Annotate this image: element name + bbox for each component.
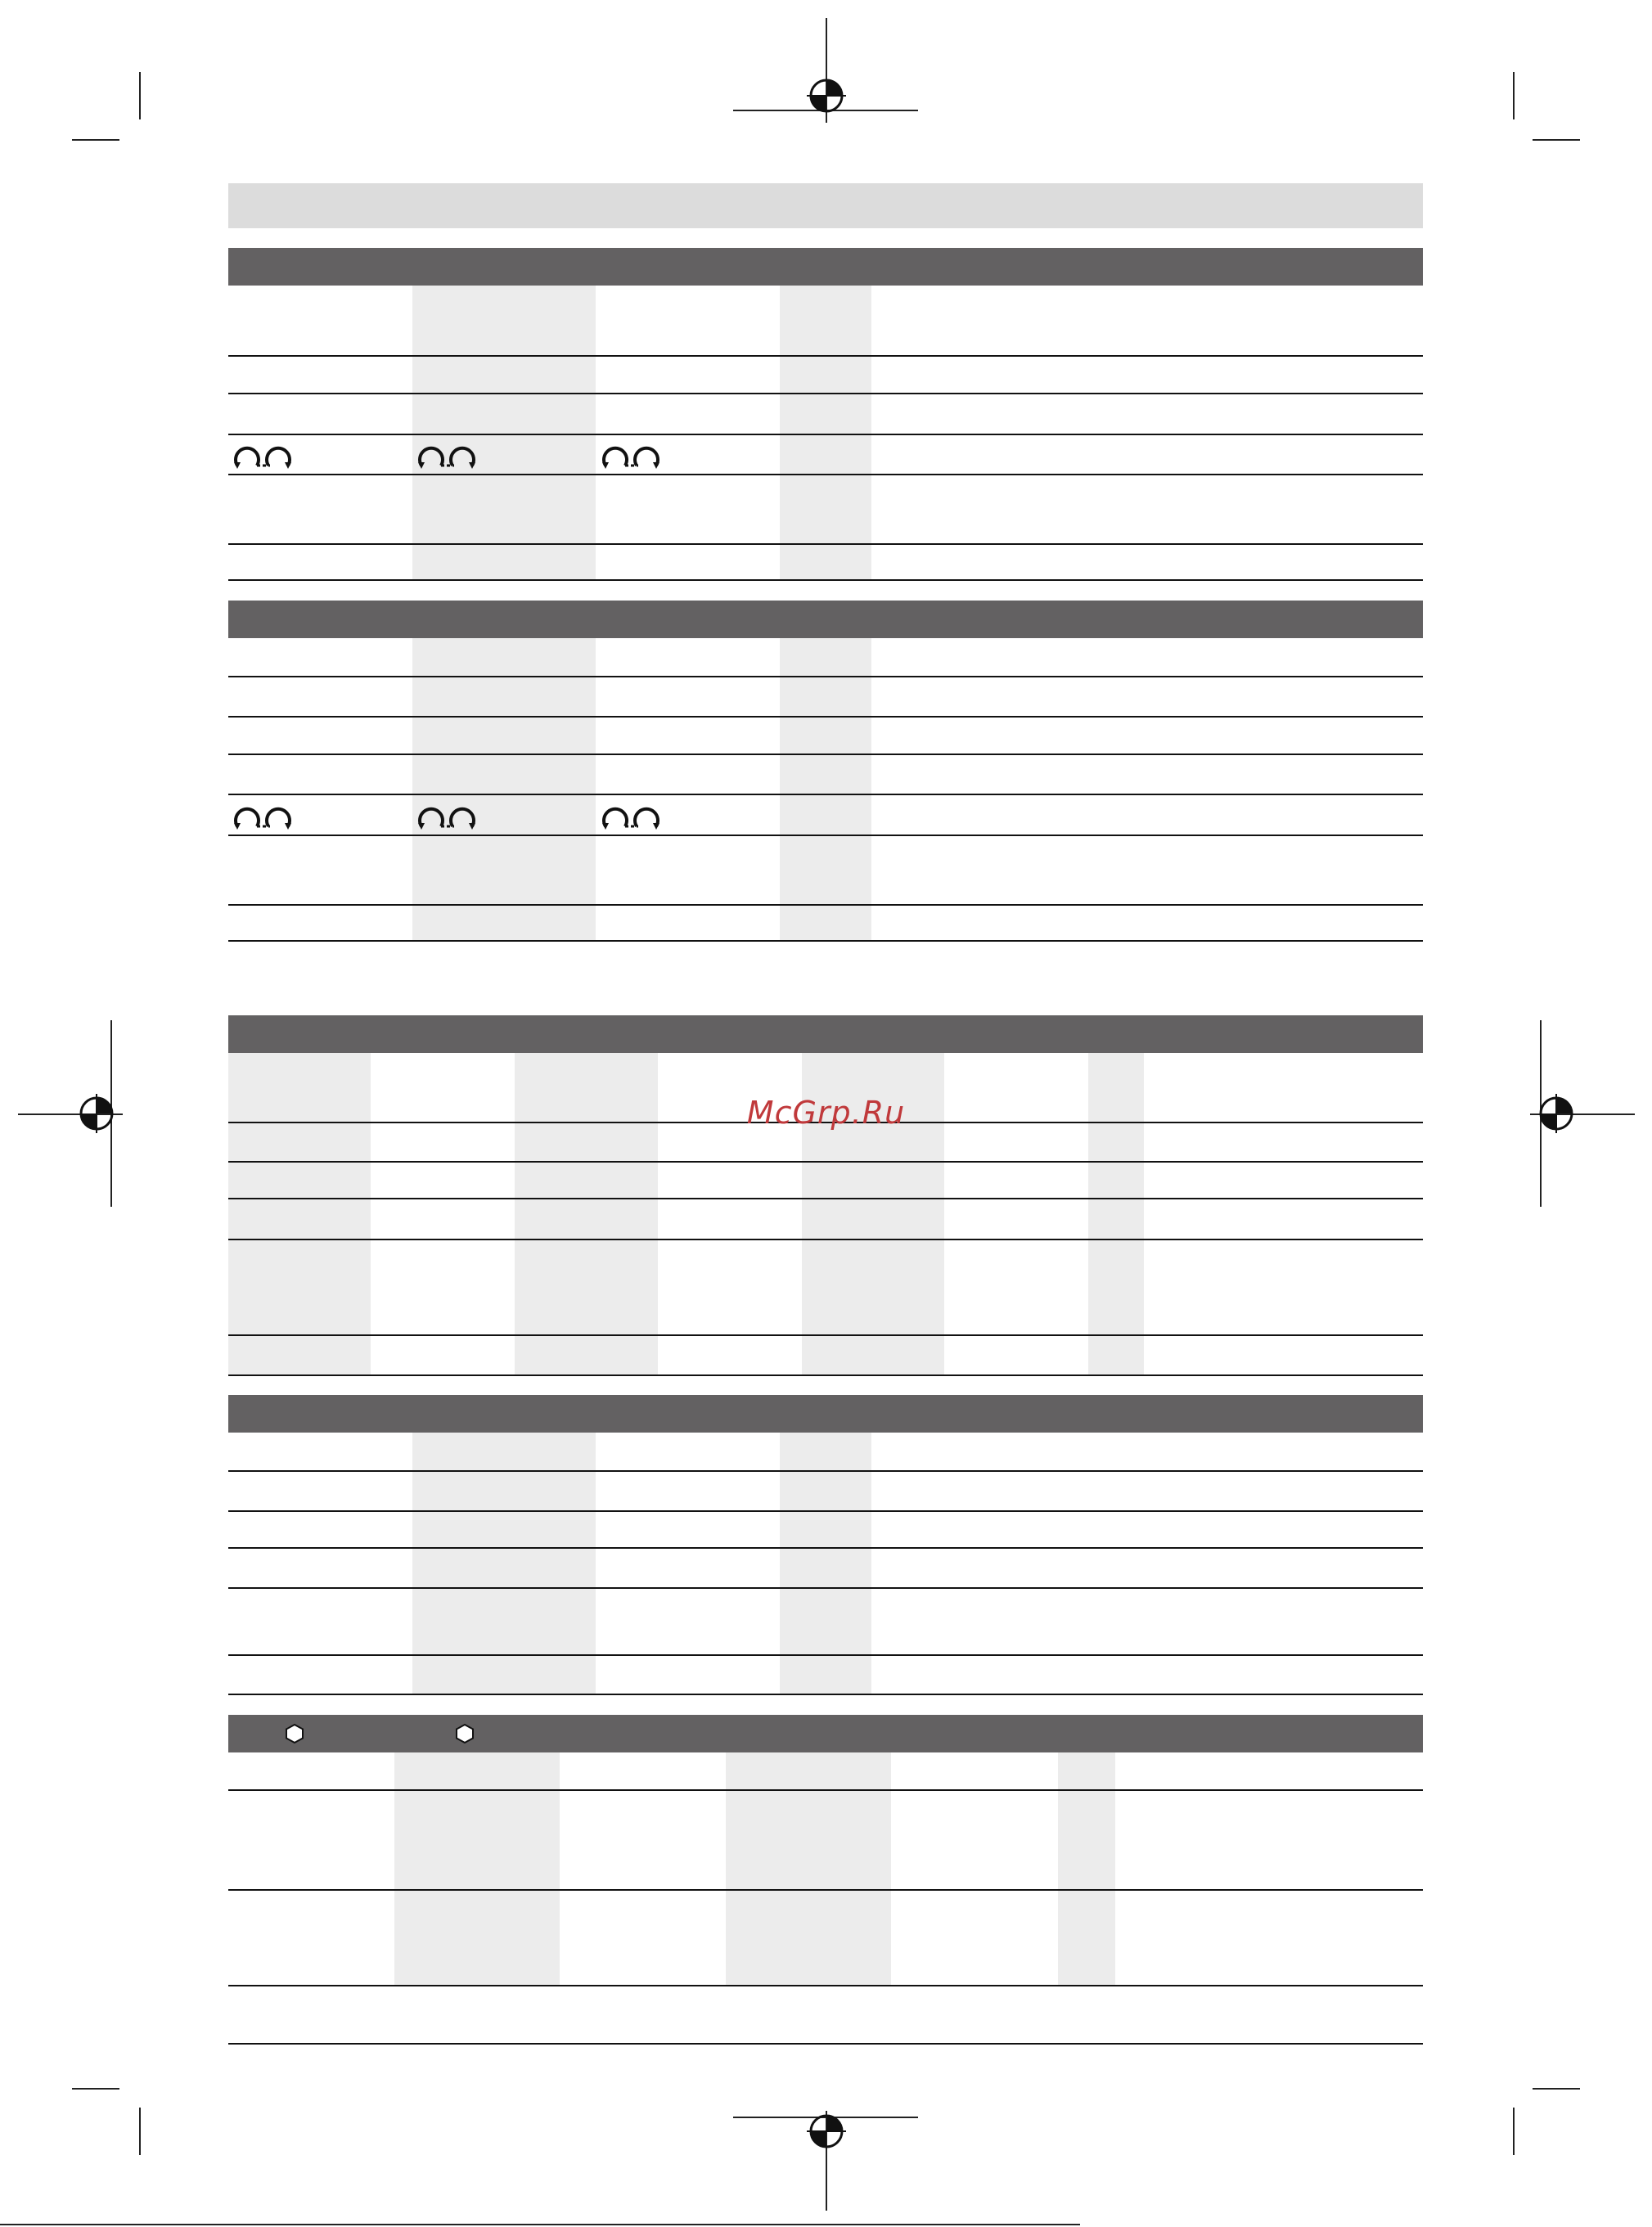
crop-mark: [1513, 72, 1515, 119]
table-row-divider: [228, 1694, 1423, 1695]
table-row-divider: [228, 835, 1423, 836]
table-row-divider: [228, 1587, 1423, 1589]
shaded-column: [412, 638, 596, 941]
table-row-divider: [228, 716, 1423, 718]
table-header-bar: [228, 601, 1423, 638]
table-row-divider: [228, 1789, 1423, 1791]
watermark-text: McGrp.Ru: [746, 1095, 906, 1131]
table-header-bar: [228, 248, 1423, 286]
table-row-divider: [228, 474, 1423, 475]
shaded-column: [780, 638, 871, 941]
page-header-band: [228, 183, 1423, 228]
table-header-bar: [228, 1015, 1423, 1053]
crosshair-registration-icon: [807, 2112, 846, 2151]
table-header-bar: [228, 1395, 1423, 1433]
crop-mark: [72, 139, 119, 141]
crop-mark: [1533, 139, 1580, 141]
crosshair-registration-icon: [807, 76, 846, 115]
table-row-divider: [228, 355, 1423, 357]
table-row-divider: [228, 393, 1423, 394]
table-row-divider: [228, 2043, 1423, 2045]
table-row-divider: [228, 1198, 1423, 1199]
double-rotation-icon: [232, 441, 295, 470]
page-bottom-rule: [0, 2224, 1080, 2225]
shaded-column: [412, 286, 596, 580]
table-row-divider: [228, 904, 1423, 906]
double-rotation-icon: [601, 441, 663, 470]
hex-nut-icon: [454, 1723, 475, 1744]
table-row-divider: [228, 1547, 1423, 1549]
table-row-divider: [228, 676, 1423, 677]
table-header-bar: [228, 1715, 1423, 1752]
crop-mark: [1513, 2108, 1515, 2155]
double-rotation-icon: [601, 802, 663, 831]
table-row-divider: [228, 1889, 1423, 1891]
table-row-divider: [228, 1470, 1423, 1472]
table-row-divider: [228, 794, 1423, 795]
table-row-divider: [228, 1239, 1423, 1240]
table-row-divider: [228, 579, 1423, 581]
crop-mark: [139, 72, 141, 119]
table-row-divider: [228, 1161, 1423, 1163]
shaded-column: [780, 286, 871, 580]
table-row-divider: [228, 1654, 1423, 1656]
double-rotation-icon: [416, 802, 479, 831]
table-row-divider: [228, 754, 1423, 755]
crop-mark: [72, 2088, 119, 2090]
shaded-column: [394, 1752, 560, 1986]
table-row-divider: [228, 1510, 1423, 1512]
table-row-divider: [228, 1985, 1423, 1986]
hex-nut-icon: [284, 1723, 305, 1744]
table-row-divider: [228, 1374, 1423, 1376]
crop-mark: [139, 2108, 141, 2155]
table-row-divider: [228, 1334, 1423, 1336]
shaded-column: [726, 1752, 891, 1986]
crop-mark: [1533, 2088, 1580, 2090]
table-row-divider: [228, 543, 1423, 545]
table-row-divider: [228, 434, 1423, 435]
table-row-divider: [228, 940, 1423, 942]
shaded-column: [1058, 1752, 1115, 1986]
double-rotation-icon: [232, 802, 295, 831]
double-rotation-icon: [416, 441, 479, 470]
